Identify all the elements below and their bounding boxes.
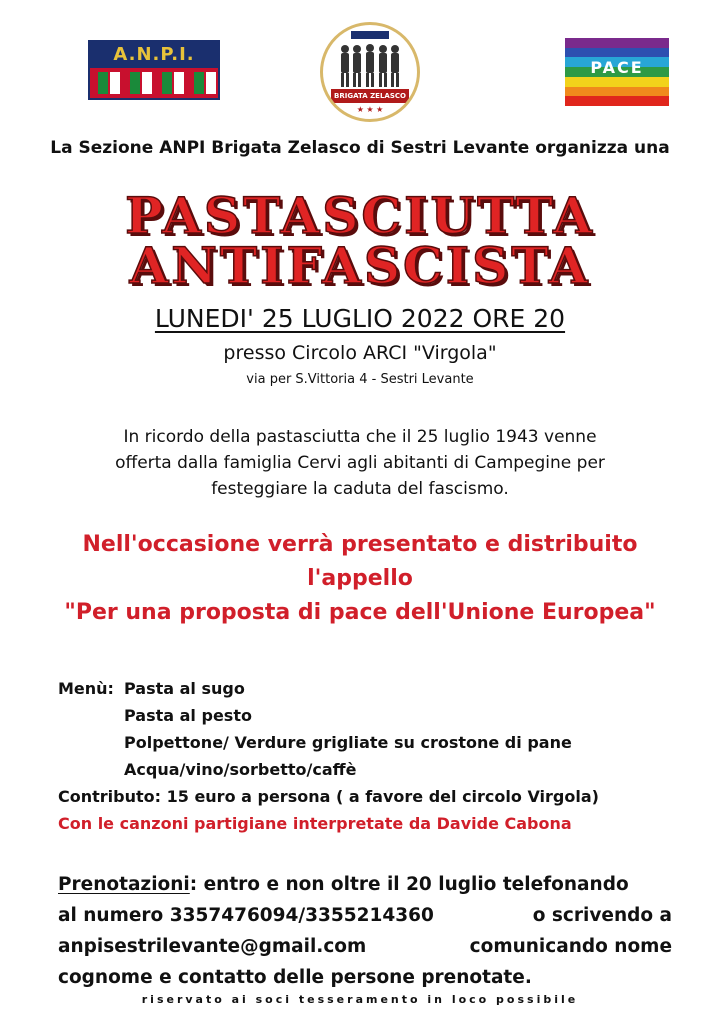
organizer-line: La Sezione ANPI Brigata Zelasco di Sestri Levante organizza una: [50, 138, 670, 158]
event-date: LUNEDI' 25 LUGLIO 2022 ORE 20: [154, 304, 566, 333]
partisans-group-icon: [337, 43, 403, 89]
event-address: via per S.Vittoria 4 - Sestri Levante: [246, 372, 474, 387]
booking-keyword: Prenotazioni: [58, 874, 190, 895]
event-venue: presso Circolo ARCI "Virgola": [223, 342, 497, 364]
phone-numbers[interactable]: al numero 3357476094/3355214360: [58, 905, 434, 926]
menu-item: Polpettone/ Verdure grigliate su crostone di pane: [124, 733, 572, 752]
brigata-zelasco-logo: [320, 22, 420, 122]
title-line-1: PASTASCIUTTA: [125, 186, 595, 245]
menu-item: Pasta al sugo: [124, 679, 245, 698]
anpi-logo: [88, 40, 220, 100]
booking-line-1: [58, 869, 672, 900]
stars-icon: ★ ★ ★: [356, 105, 384, 114]
pace-flag-text: PACE: [590, 58, 644, 77]
booking-deadline: : entro e non oltre il 20 luglio telefonando: [189, 874, 629, 895]
title-line-2: ANTIFASCISTA: [129, 236, 591, 295]
booking-line-4: cognome e contatto delle persone prenotate.: [58, 967, 532, 988]
brigata-flag-icon: [351, 31, 389, 39]
booking-line-3: [58, 931, 672, 962]
description-line: offerta dalla famiglia Cervi agli abitanti di Campegine per: [115, 453, 605, 473]
booking-line-2: [58, 900, 672, 931]
brigata-logo-band: BRIGATA ZELASCO: [331, 89, 409, 103]
footer-note: riservato ai soci tesseramento in loco possibile: [141, 993, 579, 1006]
description-line: In ricordo della pastasciutta che il 25 luglio 1943 venne: [123, 427, 597, 447]
pace-flag-logo: [565, 38, 669, 106]
anpi-logo-text: A.N.P.I.: [90, 42, 218, 68]
booking-communicate: comunicando nome: [469, 936, 672, 957]
menu-label: Menù:: [58, 679, 114, 698]
italian-flag-icon: [90, 68, 218, 98]
announcement-line: "Per una proposta di pace dell'Unione Europea": [64, 600, 656, 625]
contribution-line: Contributo: 15 euro a persona ( a favore del circolo Virgola): [58, 787, 599, 806]
menu-item: Pasta al pesto: [124, 706, 252, 725]
booking-or-write: o scrivendo a: [532, 905, 672, 926]
songs-line: Con le canzoni partigiane interpretate da Davide Cabona: [58, 814, 572, 833]
announcement-line: l'appello: [307, 566, 413, 591]
announcement-line: Nell'occasione verrà presentato e distribuito: [82, 532, 638, 557]
email-address[interactable]: anpisestrilevante@gmail.com: [58, 936, 367, 957]
menu-item: Acqua/vino/sorbetto/caffè: [124, 760, 357, 779]
description-line: festeggiare la caduta del fascismo.: [211, 479, 509, 499]
